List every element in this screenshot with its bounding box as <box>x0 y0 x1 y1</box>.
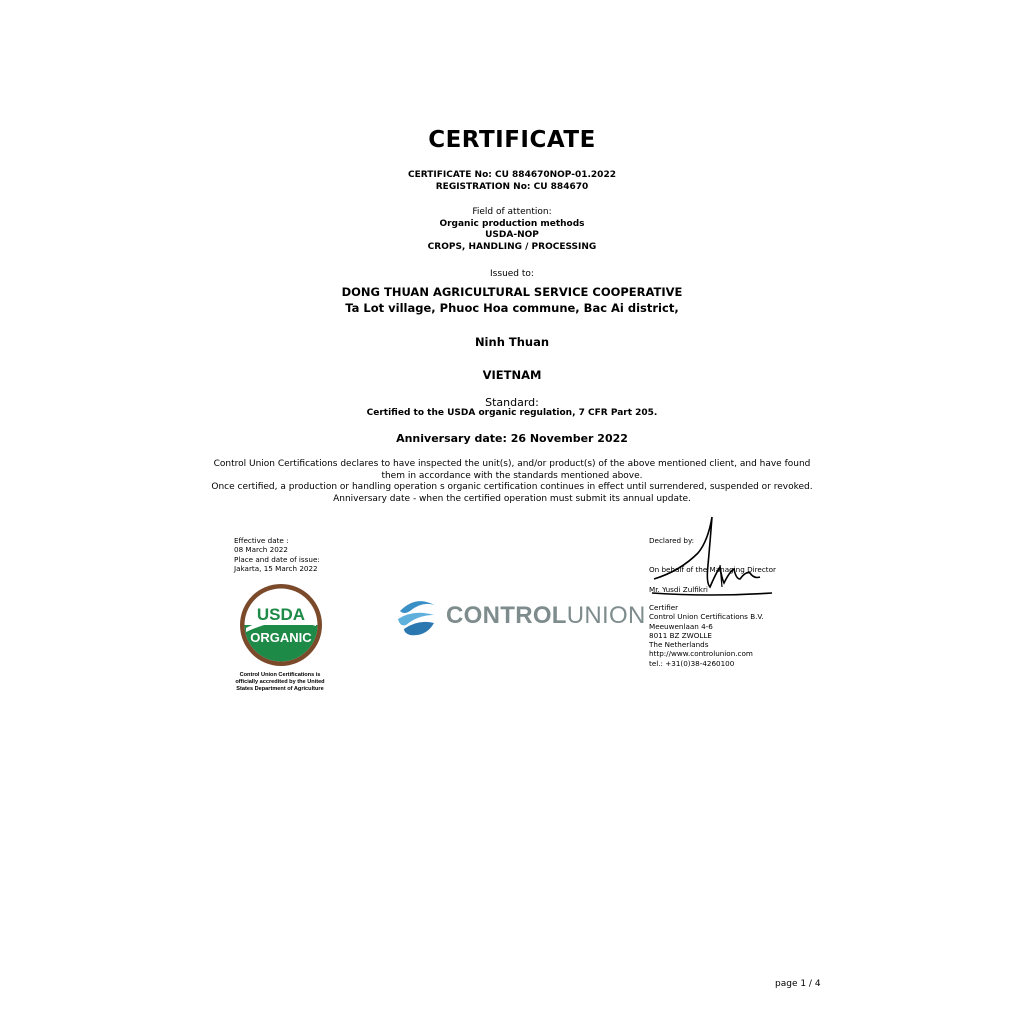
issued-to-province: Ninh Thuan <box>474 335 550 349</box>
issued-to-country: VIETNAM <box>482 368 542 382</box>
signer-name: Mr. Yusdi Zulfikri <box>649 585 708 594</box>
certificate-number: CERTIFICATE No: CU 884670NOP-01.2022 <box>408 170 616 180</box>
place-date: Jakarta, 15 March 2022 <box>234 563 318 573</box>
declared-by-label: Declared by: <box>649 536 695 545</box>
field-of-attention <box>0 207 1024 253</box>
certifier-line: The Netherlands <box>649 640 709 650</box>
certifier-line: Control Union Certifications B.V. <box>649 612 764 622</box>
issue-details <box>234 536 320 573</box>
page-title: CERTIFICATE <box>428 127 596 153</box>
issued-to-label: Issued to: <box>490 269 534 279</box>
certificate-number-block <box>0 170 1024 193</box>
control-union-wordmark <box>446 602 646 630</box>
field-line: USDA-NOP <box>485 230 539 240</box>
certifier-line: 8011 BZ ZWOLLE <box>649 630 712 640</box>
logo-text-bold: CONTROL <box>446 602 567 629</box>
usda-caption-line: officially accredited by the United <box>235 679 325 685</box>
certifier-address <box>649 603 764 668</box>
issued-to-address: Ta Lot village, Phuoc Hoa commune, Bac Ai district, <box>345 301 679 315</box>
usda-caption-line: Control Union Certifications is <box>239 672 321 678</box>
control-union-logo <box>396 597 646 637</box>
standard-label: Standard: <box>485 396 539 409</box>
certifier-line: Certifier <box>649 603 679 612</box>
usda-caption-line: States Department of Agriculture <box>236 686 324 692</box>
field-line: Organic production methods <box>439 218 585 229</box>
logo-text-light: UNION <box>566 602 646 629</box>
place-date-label: Place and date of issue: <box>234 554 320 564</box>
control-union-swirl-icon <box>396 597 438 637</box>
declaration-line: Anniversary date - when the certified operation must submit its annual update. <box>333 493 691 504</box>
certifier-line: Meeuwenlaan 4-6 <box>649 621 713 631</box>
registration-number: REGISTRATION No: CU 884670 <box>435 181 589 192</box>
certifier-line: tel.: +31(0)38-4260100 <box>649 658 735 668</box>
page-number: page 1 / 4 <box>775 979 821 989</box>
on-behalf-text: On behalf of the Managing Director <box>649 565 776 574</box>
issued-to-name: DONG THUAN AGRICULTURAL SERVICE COOPERATIVE <box>341 285 683 299</box>
usda-caption <box>230 672 330 693</box>
field-line: CROPS, HANDLING / PROCESSING <box>427 241 597 252</box>
usda-seal-bottom-text: ORGANIC <box>250 630 312 645</box>
declaration-line: them in accordance with the standards mentioned above. <box>381 470 643 481</box>
usda-organic-seal <box>238 582 324 668</box>
effective-date-label: Effective date : <box>234 536 289 545</box>
declaration-line: Control Union Certifications declares to have inspected the unit(s), and/or product(s) of the above mentioned client, and have found <box>213 459 811 469</box>
standard-text: Certified to the USDA organic regulation, 7 CFR Part 205. <box>366 408 658 418</box>
usda-seal-top-text: USDA <box>256 605 306 624</box>
field-of-attention-label: Field of attention: <box>472 207 552 217</box>
anniversary-date: Anniversary date: 26 November 2022 <box>396 432 628 445</box>
declaration-line: Once certified, a production or handling operation s organic certification continues in effect until surrendered, suspended or revoked. <box>211 482 813 492</box>
effective-date: 08 March 2022 <box>234 545 288 555</box>
certifier-line[interactable]: http://www.controlunion.com <box>649 649 753 659</box>
declaration-text <box>0 459 1024 505</box>
